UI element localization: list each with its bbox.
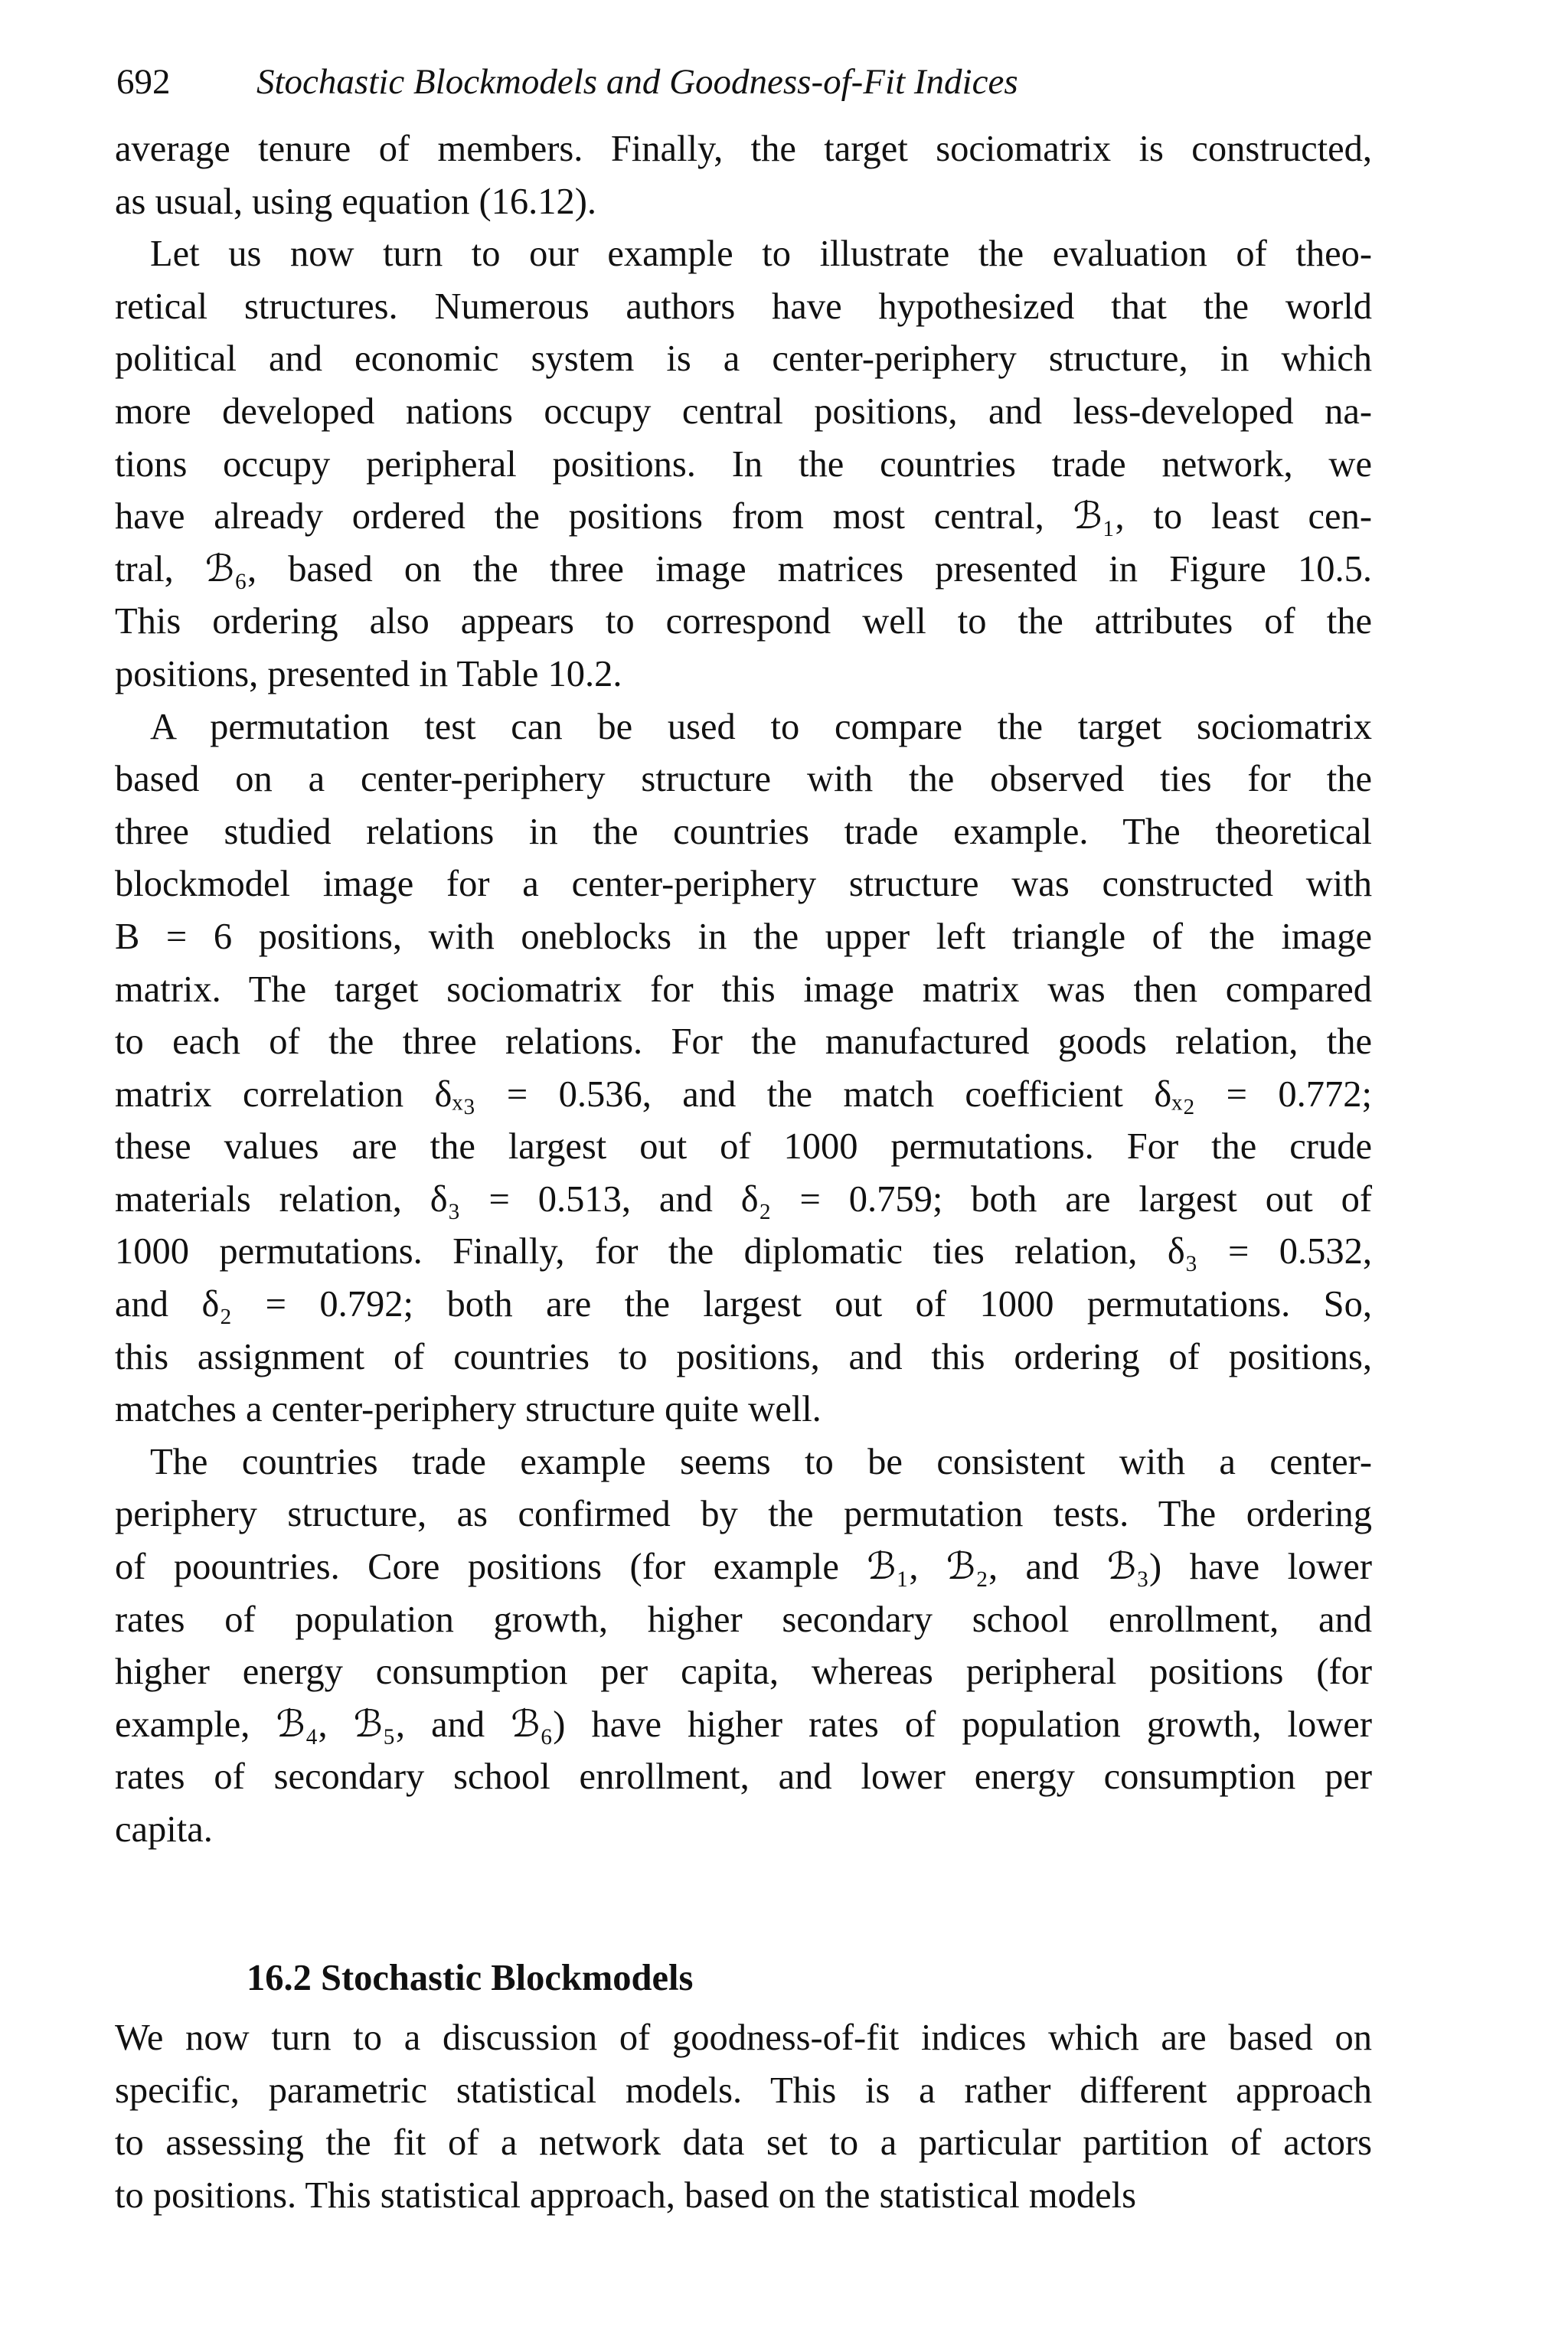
text-line: tral, ℬ₆, based on the three image matrices presented in Figure 10.5. bbox=[115, 548, 1372, 590]
text-line: capita. bbox=[115, 1809, 213, 1850]
text-line: periphery structure, as confirmed by the permutation tests. The ordering bbox=[115, 1494, 1372, 1535]
text-line: as usual, using equation (16.12). bbox=[115, 181, 597, 222]
text-line: average tenure of members. Finally, the target sociomatrix is constructed, bbox=[115, 129, 1372, 169]
text-line: specific, parametric statistical models. This is a rather different approach bbox=[115, 2070, 1372, 2111]
text-line: This ordering also appears to correspond well to the attributes of the bbox=[115, 601, 1372, 642]
text-line: and δ₂ = 0.792; both are the largest out of 1000 permutations. So, bbox=[115, 1284, 1372, 1325]
text-line: rates of population growth, higher secondary school enrollment, and bbox=[115, 1599, 1372, 1640]
section-body-text bbox=[115, 2012, 1372, 2222]
text-line: political and economic system is a center-periphery structure, in which bbox=[115, 338, 1372, 380]
text-line: matches a center-periphery structure quite well. bbox=[115, 1389, 822, 1430]
text-line: example, ℬ₄, ℬ₅, and ℬ₆) have higher rates of population growth, lower bbox=[115, 1704, 1372, 1745]
text-line: We now turn to a discussion of goodness-of-fit indices which are based on bbox=[115, 2017, 1372, 2058]
paragraph bbox=[115, 1436, 1372, 1857]
text-line: to each of the three relations. For the manufactured goods relation, the bbox=[115, 1021, 1372, 1063]
text-line: The countries trade example seems to be consistent with a center- bbox=[150, 1441, 1372, 1482]
text-line: to assessing the fit of a network data set to a particular partition of actors bbox=[115, 2122, 1372, 2164]
text-line: blockmodel image for a center-periphery structure was constructed with bbox=[115, 864, 1372, 905]
text-line: materials relation, δ₃ = 0.513, and δ₂ = 0.759; both are largest out of bbox=[115, 1178, 1372, 1220]
paragraph bbox=[115, 123, 1372, 228]
section-heading: 16.2 Stochastic Blockmodels bbox=[247, 1958, 694, 1998]
text-line: based on a center-periphery structure with the observed ties for the bbox=[115, 759, 1372, 800]
paragraph bbox=[115, 2012, 1372, 2222]
text-line: rates of secondary school enrollment, and lower energy consumption per bbox=[115, 1756, 1372, 1798]
text-line: matrix correlation δₓ₃ = 0.536, and the match coefficient δₓ₂ = 0.772; bbox=[115, 1073, 1372, 1115]
text-line: retical structures. Numerous authors have hypothesized that the world bbox=[115, 286, 1372, 327]
text-line: to positions. This statistical approach, based on the statistical models bbox=[115, 2174, 1136, 2216]
text-line: these values are the largest out of 1000 permutations. For the crude bbox=[115, 1126, 1372, 1168]
body-text bbox=[115, 123, 1372, 1857]
text-line: 1000 permutations. Finally, for the diplomatic ties relation, δ₃ = 0.532, bbox=[115, 1231, 1372, 1273]
paragraph bbox=[115, 228, 1372, 701]
running-title: Stochastic Blockmodels and Goodness-of-Fit Indices bbox=[256, 62, 1018, 102]
page-number: 692 bbox=[116, 62, 171, 102]
text-line: B = 6 positions, with oneblocks in the upper left triangle of the image bbox=[115, 916, 1372, 957]
paragraph bbox=[115, 701, 1372, 1436]
text-line: this assignment of countries to positions, and this ordering of positions, bbox=[115, 1336, 1372, 1377]
text-line: positions, presented in Table 10.2. bbox=[115, 653, 622, 694]
text-line: more developed nations occupy central positions, and less-developed na- bbox=[115, 390, 1372, 432]
text-line: three studied relations in the countries trade example. The theoretical bbox=[115, 811, 1372, 852]
text-line: A permutation test can be used to compare the target sociomatrix bbox=[150, 706, 1372, 747]
text-line: Let us now turn to our example to illustrate the evaluation of theo- bbox=[150, 234, 1372, 275]
text-line: have already ordered the positions from most central, ℬ₁, to least cen- bbox=[115, 496, 1372, 537]
text-line: higher energy consumption per capita, whereas peripheral positions (for bbox=[115, 1652, 1372, 1693]
text-line: matrix. The target sociomatrix for this image matrix was then compared bbox=[115, 969, 1372, 1010]
text-line: of poountries. Core positions (for example ℬ₁, ℬ₂, and ℬ₃) have lower bbox=[115, 1547, 1372, 1588]
text-line: tions occupy peripheral positions. In the countries trade network, we bbox=[115, 443, 1372, 485]
